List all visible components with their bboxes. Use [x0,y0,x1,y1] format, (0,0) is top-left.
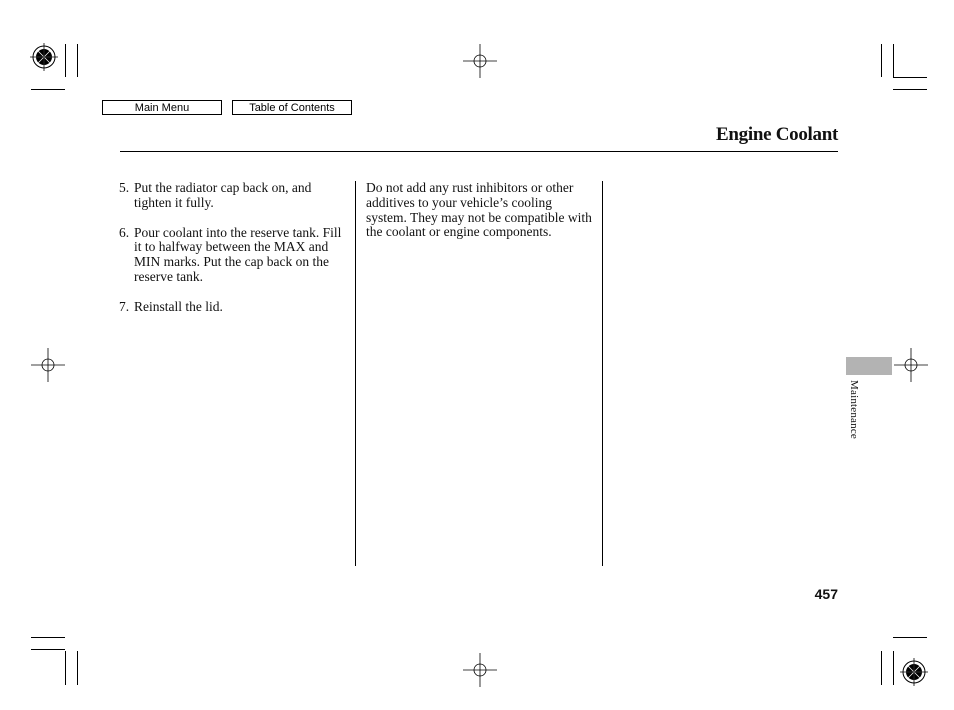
column-divider [602,181,603,566]
column-divider [355,181,356,566]
list-item [119,226,351,285]
list-item [119,300,351,315]
crosshair-mark-icon [463,653,497,687]
crosshair-mark-icon [894,348,928,382]
section-tab-marker [846,357,892,375]
title-divider [120,151,838,152]
table-of-contents-button[interactable]: Table of Contents [232,100,352,115]
crosshair-mark-icon [31,348,65,382]
page-number: 457 [814,586,838,602]
steps-column [119,181,351,330]
notice-column [366,181,592,240]
main-menu-button[interactable]: Main Menu [102,100,222,115]
crosshair-mark-icon [463,44,497,78]
section-tab-label: Maintenance [848,380,860,440]
registration-target-icon [30,43,58,71]
notice-text: Do not add any rust inhibitors or other additives to your vehicle’s cooling system. They may not be compatible with the coolant or engine components. [366,180,592,240]
step-number: 6. [119,224,130,240]
step-text: Put the radiator cap back on, and tighten it fully. [134,180,312,210]
page-title: Engine Coolant [716,124,838,145]
step-number: 5. [119,180,130,195]
registration-target-icon [900,658,928,686]
step-number: 7. [119,298,130,314]
step-text: Pour coolant into the reserve tank. Fill it to halfway between the MAX and MIN marks. Put the cap back on the reserve tank. [134,224,342,284]
list-item [119,181,351,211]
step-text: Reinstall the lid. [134,298,223,314]
